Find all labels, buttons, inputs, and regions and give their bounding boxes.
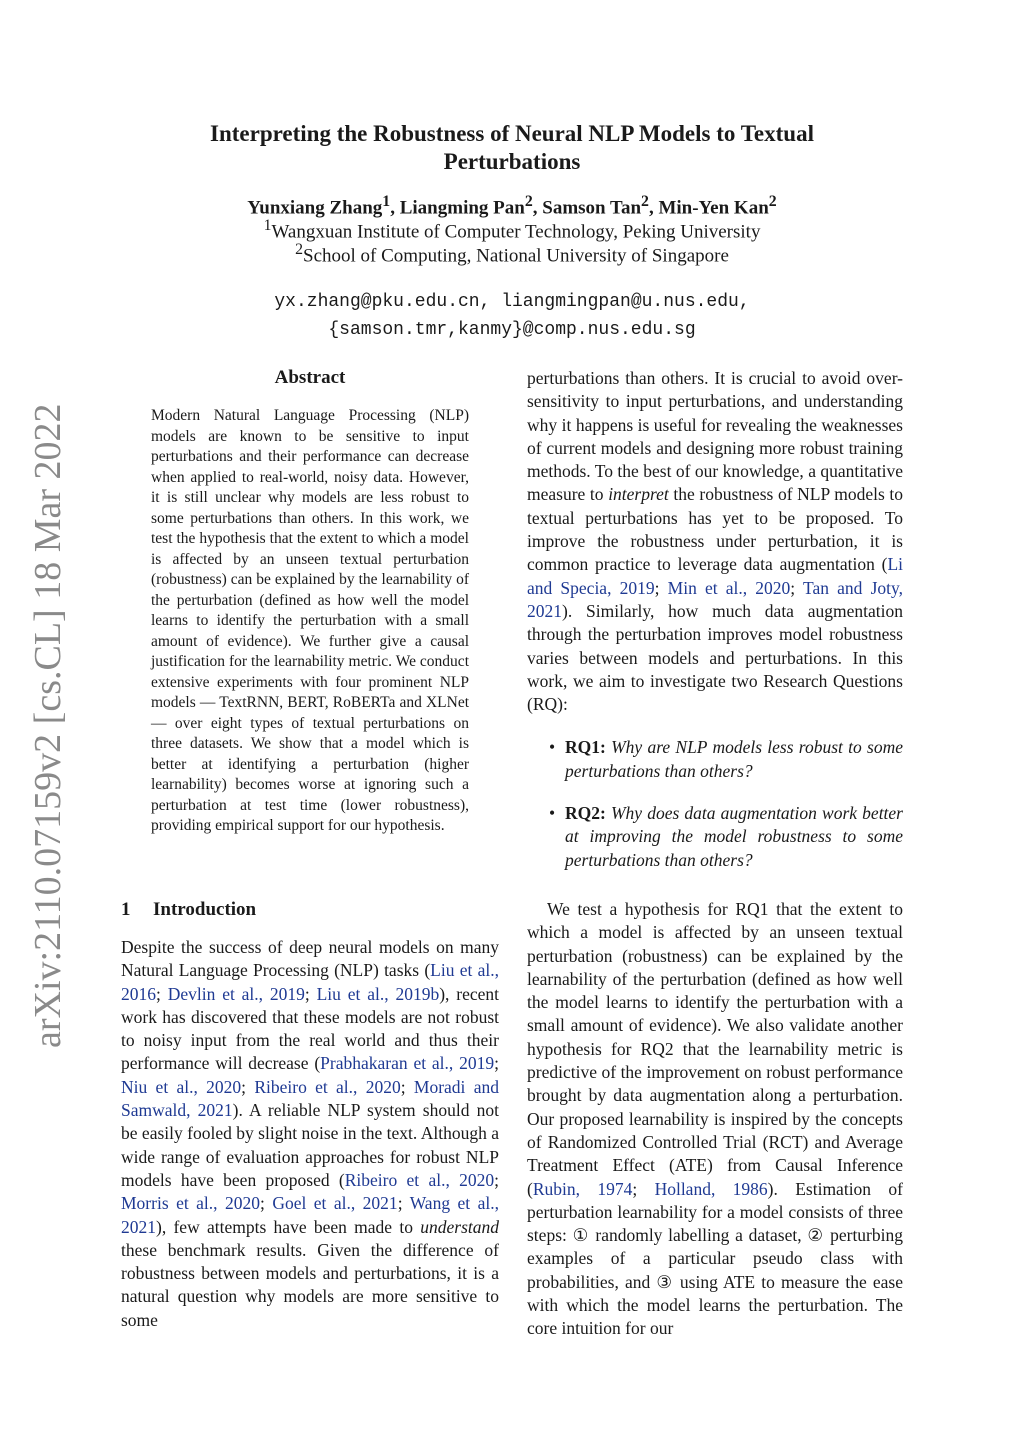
author-list: Yunxiang Zhang$^1$, Liangming Pan$^2$, Samson Tan$^2$, Min-Yen Kan$^2$ bbox=[247, 193, 777, 219]
section-number: 1 bbox=[121, 899, 131, 920]
author-name: Yunxiang Zhang bbox=[247, 197, 383, 219]
citation-link[interactable]: Ribeiro et al., 2020 bbox=[344, 1169, 495, 1190]
citation-link[interactable]: Goel et al., 2021 bbox=[272, 1193, 398, 1214]
affiliation-mark: 2 bbox=[295, 241, 304, 258]
citation-link[interactable]: Min et al., 2020 bbox=[667, 577, 791, 598]
citation-link[interactable]: Liu et al., 2016 bbox=[121, 960, 499, 1004]
author-name: Liangming Pan bbox=[399, 197, 525, 219]
research-question-list bbox=[527, 736, 903, 871]
citation-link[interactable]: Rubin, 1974 bbox=[532, 1178, 633, 1199]
rq-text: Why are NLP models less robust to some perturbations than others? bbox=[565, 737, 903, 781]
arxiv-identifier: arXiv:2110.07159v2 [cs.CL] 18 Mar 2022 bbox=[27, 403, 69, 1048]
citation-link[interactable]: Devlin et al., 2019 bbox=[167, 983, 305, 1004]
intro-paragraph-2: We test a hypothesis for RQ1 that the extent to which a model is affected by an unseen textual perturbation (robustness) can be explained by the learnability of the perturbation (defined as how well the model learns to identify the perturbation with a small amount of evidence). We also validate another hypothesis for RQ2 that the learnability metric is predictive of the improvement on robust performance brought by data augmentation along a perturbation. Our proposed learnability is inspired by the concepts of Randomized Controlled Trial (RCT) and Average Treatment Effect (ATE) from Causal Inference (Rubin, 1974; Holland, 1986). Estimation of perturbation learnability for a model consists of three steps: ① randomly labelling a dataset, ② perturbing examples of a particular pseudo class with probabilities, and ③ using ATE to measure the ease with which the model learns the perturbation. The core intuition for our bbox=[527, 898, 903, 1339]
citation-link[interactable]: Ribeiro et al., 2020 bbox=[254, 1076, 401, 1097]
abstract-text: Modern Natural Language Processing (NLP) models are known to be sensitive to input perturbations and their performance can decrease when applied to real-world, noisy data. However, it is still unclear why models are less robust to some perturbations than others. In this work, we test the hypothesis that the extent to which a model is affected by an unseen textual perturbation (robustness) can be explained by the learnability of the perturbation (defined as how well the model learns to identify the perturbation with a small amount of evidence). We further give a causal justification for the learnability metric. We conduct extensive experiments with four prominent NLP models — TextRNN, BERT, RoBERTa and XLNet — over eight types of textual perturbations on three datasets. We show that a model which is better at identifying a perturbation (higher learnability) becomes worse at ignoring such a perturbation at test time (lower robustness), providing empirical support for our hypothesis. bbox=[151, 407, 469, 834]
intro-paragraph-left: Despite the success of deep neural models on many Natural Language Processing (NLP) tasks (Liu et al., 2016; Devlin et al., 2019; Liu et al., 2019b), recent work has discovered that these models are not robust to noisy input from the real world and thus their performance will decrease (Prabhakaran et al., 2019; Niu et al., 2020; Ribeiro et al., 2020; Moradi and Samwald, 2021). A reliable NLP system should not be easily fooled by slight noise in the text. Although a wide range of evaluation approaches for robust NLP models have been proposed (Ribeiro et al., 2020; Morris et al., 2020; Goel et al., 2021; Wang et al., 2021), few attempts have been made to understand these benchmark results. Given the difference of robustness between models and perturbations, it is a natural question why models are more sensitive to some bbox=[121, 937, 499, 1330]
rq-label: RQ1: bbox=[565, 737, 612, 758]
affiliation-text: Wangxuan Institute of Computer Technology, Peking University bbox=[271, 221, 761, 243]
author-affiliation-mark: 2 bbox=[524, 193, 533, 210]
email-line-1[interactable]: yx.zhang@pku.edu.cn, liangmingpan@u.nus.edu, bbox=[274, 292, 750, 312]
rq-text: Why does data augmentation work better at improving the model robustness to some perturbations than others? bbox=[565, 803, 903, 870]
section-heading-introduction bbox=[121, 898, 501, 922]
author-name: Samson Tan bbox=[542, 197, 642, 219]
citation-link[interactable]: Liu et al., 2019b bbox=[316, 983, 440, 1004]
research-question-item bbox=[527, 736, 903, 783]
citation-link[interactable]: Moradi and Samwald, 2021 bbox=[121, 1076, 499, 1121]
citation-link[interactable]: Tan and Joty, 2021 bbox=[527, 577, 903, 621]
section-title: Introduction bbox=[153, 899, 257, 920]
citation-link[interactable]: Holland, 1986 bbox=[654, 1178, 768, 1199]
author-affiliation-mark: 2 bbox=[641, 193, 649, 210]
intro-paragraph-right: perturbations than others. It is crucial to avoid over-sensitivity to input perturbations, and understanding why it happens is useful for revealing the weaknesses of current models and designing more robust training methods. To the best of our knowledge, a quantitative measure to interpret the robustness of NLP models to textual perturbations has yet to be proposed. To improve the robustness under perturbation, it is common practice to leverage data augmentation (Li and Specia, 2019; Min et al., 2020; Tan and Joty, 2021). Similarly, how much data augmentation through the perturbation improves model robustness varies between models and perturbations. In this work, we aim to investigate two Research Questions (RQ): bbox=[527, 368, 903, 715]
affiliation-2 bbox=[150, 238, 874, 268]
affiliation-text: School of Computing, National University of Singapore bbox=[303, 245, 729, 267]
research-question-item bbox=[527, 802, 903, 872]
author-emails bbox=[150, 288, 874, 344]
citation-link[interactable]: Prabhakaran et al., 2019 bbox=[320, 1053, 495, 1074]
citation-link[interactable]: Li and Specia, 2019 bbox=[527, 554, 903, 598]
email-line-2[interactable]: {samson.tmr,kanmy}@comp.nus.edu.sg bbox=[328, 320, 696, 340]
author-name: Min-Yen Kan bbox=[658, 197, 769, 219]
abstract-heading: Abstract bbox=[274, 367, 346, 388]
paper-title: Interpreting the Robustness of Neural NLP Models to Textual Perturbations bbox=[210, 121, 814, 174]
author-affiliation-mark: 2 bbox=[768, 193, 777, 210]
bullet-icon: • bbox=[549, 737, 556, 758]
author-affiliation-mark: 1 bbox=[382, 193, 391, 210]
rq-label: RQ2: bbox=[565, 803, 611, 824]
affiliation-mark: 1 bbox=[263, 217, 272, 234]
citation-link[interactable]: Morris et al., 2020 bbox=[121, 1193, 260, 1214]
citation-link[interactable]: Wang et al., 2021 bbox=[121, 1193, 499, 1237]
citation-link[interactable]: Niu et al., 2020 bbox=[121, 1076, 242, 1097]
bullet-icon: • bbox=[549, 803, 556, 824]
right-column bbox=[527, 367, 903, 1341]
